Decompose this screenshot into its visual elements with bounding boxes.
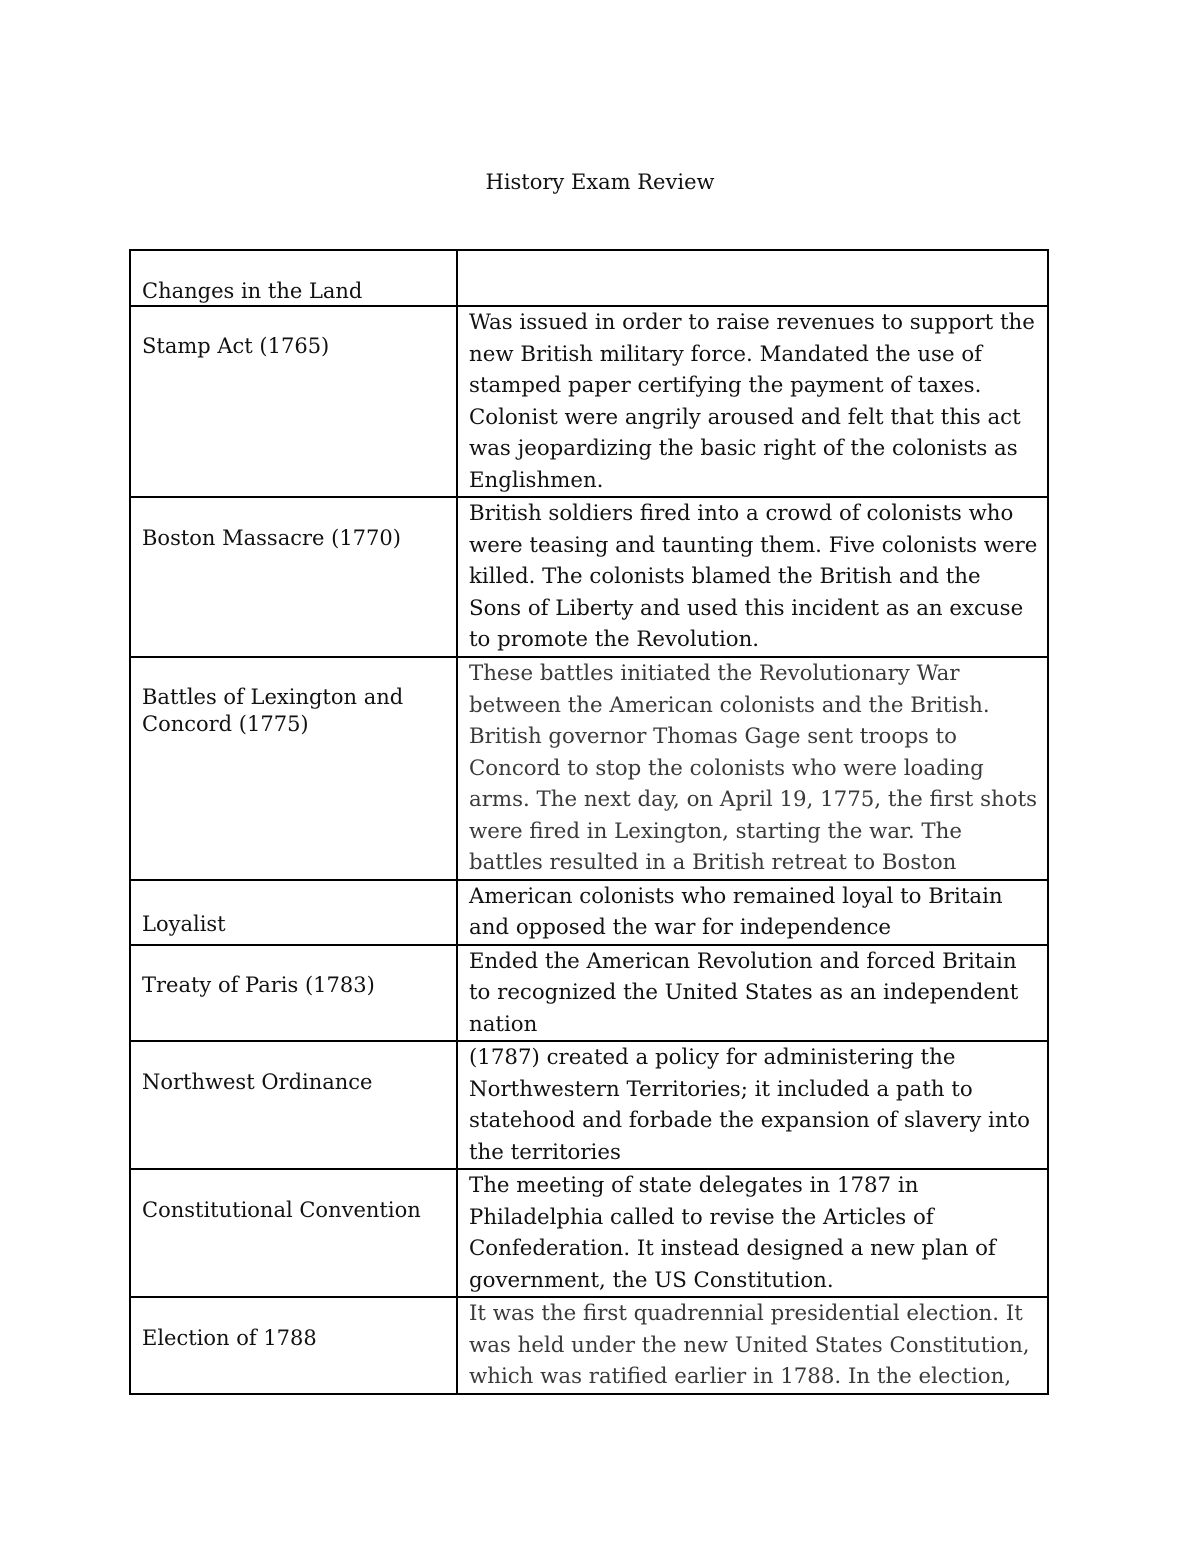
table-row <box>130 1169 1048 1297</box>
term-cell: Loyalist <box>130 880 457 945</box>
term-cell: Northwest Ordinance <box>130 1041 457 1169</box>
term-cell: Boston Massacre (1770) <box>130 497 457 657</box>
term-cell: Election of 1788 <box>130 1297 457 1394</box>
table-row <box>130 497 1048 657</box>
term-cell: Changes in the Land <box>130 250 457 306</box>
table-row <box>130 1041 1048 1169</box>
description-cell: These battles initiated the Revolutionary War between the American colonists and the British. British governor Thomas Gage sent troops to Concord to stop the colonists who were loading arms. The next day, on April 19, 1775, the first shots were fired in Lexington, starting the war. The battles resulted in a British retreat to Boston <box>457 657 1048 880</box>
term-cell: Stamp Act (1765) <box>130 306 457 497</box>
table-row <box>130 250 1048 306</box>
description-cell: (1787) created a policy for administering the Northwestern Territories; it included a path to statehood and forbade the expansion of slavery into the territories <box>457 1041 1048 1169</box>
table-row <box>130 657 1048 880</box>
description-cell <box>457 250 1048 306</box>
description-cell: Was issued in order to raise revenues to support the new British military force. Mandated the use of stamped paper certifying the payment of taxes. Colonist were angrily aroused and felt that this act was jeopardizing the basic right of the colonists as Englishmen. <box>457 306 1048 497</box>
description-cell: The meeting of state delegates in 1787 in Philadelphia called to revise the Articles of Confederation. It instead designed a new plan of government, the US Constitution. <box>457 1169 1048 1297</box>
description-cell: It was the first quadrennial presidential election. It was held under the new United States Constitution, which was ratified earlier in 1788. In the election, <box>457 1297 1048 1394</box>
table-row <box>130 306 1048 497</box>
description-cell: British soldiers fired into a crowd of colonists who were teasing and taunting them. Five colonists were killed. The colonists blamed the British and the Sons of Liberty and used this incident as an excuse to promote the Revolution. <box>457 497 1048 657</box>
page-title: History Exam Review <box>485 170 715 194</box>
term-cell: Constitutional Convention <box>130 1169 457 1297</box>
term-cell: Treaty of Paris (1783) <box>130 945 457 1042</box>
table-row <box>130 880 1048 945</box>
description-cell: American colonists who remained loyal to Britain and opposed the war for independence <box>457 880 1048 945</box>
review-table <box>129 249 1049 1395</box>
table-row <box>130 945 1048 1042</box>
description-cell: Ended the American Revolution and forced Britain to recognized the United States as an independent nation <box>457 945 1048 1042</box>
table-row <box>130 1297 1048 1394</box>
term-cell: Battles of Lexington and Concord (1775) <box>130 657 457 880</box>
